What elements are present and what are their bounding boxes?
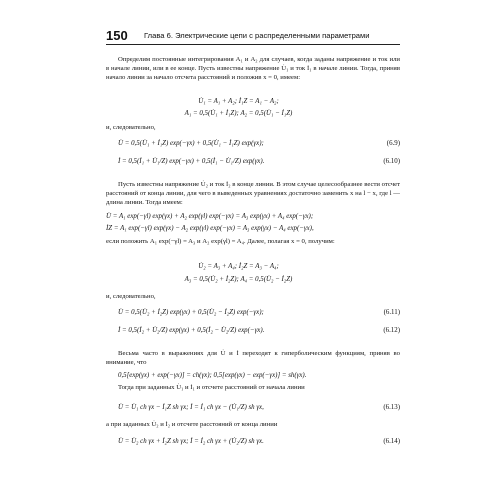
paragraph-8: а при заданных U̇₂ и İ₂ и отсчете расстояний от конца линии xyxy=(106,421,278,428)
paragraph-5: и, следовательно, xyxy=(106,293,156,300)
equation-number: (6.9) xyxy=(386,140,400,147)
paragraph-6: Весьма часто в выражениях для U̇ и İ переходят к гиперболическим функциям, приняв во внимание, что xyxy=(106,350,400,366)
equation-number: (6.14) xyxy=(383,438,400,445)
chapter-title: Глава 6. Электрические цепи с распределенными параметрами xyxy=(144,31,370,40)
equation-number: (6.10) xyxy=(383,158,400,165)
paragraph-1: Определим постоянные интегрирования A₁ и A₂ для случаев, когда заданы напряжение и ток или в начале линии, или в ее конце. Пусть известны напряжение U̇₁ и ток İ₁ в начале линии. Тогда, приняв начало линии за начало отсчета расстояний и положив x = 0, имеем: xyxy=(106,56,400,81)
book-page: 150 Глава 6. Электрические цепи с распределенными параметрами Определим постоянные интегрирования A₁ и A₂ для случаев, когда заданы напряжение и ток или в начале линии, или в ее конце. Пусть известны напряжение U̇₁ и ток İ₁ в начале линии. Тогда, приняв начало линии за начало отсчета расстояний и положив x = 0, имеем: U̇₁ = A₁ + A₂; İ₁Z = A₁ − A₂; A₁ = 0,5(U̇₁ + İ₁Z); A₂ = 0,5(U̇₁ − İ₁Z) и, следовательно, U̇ = 0,5(U̇₁ + İ₁Z) exp(−γx) + 0,5(U̇₁ − İ₁Z) exp(γx); (6.9) İ = 0,5(İ₁ + U̇₁/Z) exp(−γx) + 0,5(İ₁ − U̇₁/Z) exp(γx). (6.10) Пусть известны напряжение U̇₂ и ток İ₂ в конце линии. В этом случае целесообразнее вести отсчет расстояний от конца линии, для чего в выведенных уравнениях достаточно заменить x на l − x, где l — длина линии. Тогда имеем: U̇ = A₁ exp(−γl) exp(γx) + A₂ exp(γl) exp(−γx) = A₃ exp(γx) + A₄ exp(−γx); İZ = A₁ exp(−γl) exp(γx) − A₂ exp(γl) exp(−γx) = A₃ exp(γx) − A₄ exp(−γx), если положить A₁ exp(−γl) = A₃ и A₂ exp(γl) = A₄. Далее, полагая x = 0, получим: U̇₂ = A₃ + A₄; İ₂Z = A₃ − A₄; A₃ = 0,5(U̇₂ + İ₂Z); A₄ = 0,5(U̇₂ − İ₂Z) и, следовательно, U̇ = 0,5(U̇₂ + İ₂Z) exp(γx) + 0,5(U̇₂ − İ₂Z) exp(−γx); (6.11) İ = 0,5(İ₂ + U̇₂/Z) exp(γx) + 0,5(İ₂ − U̇₂/Z) exp(−γx). (6.12) Весьма часто в выражениях для U̇ и İ переходят к гиперболическим функциям, приняв во внимание, что 0,5[exp(γx) + exp(−γx)] = ch(γx); 0,5[exp(γx) − exp(−γx)] = sh(γx). Тогда при заданных U̇₁ и İ₁ и отсчете расстояний от начала линии U̇ = U̇₁ ch γx − İ₁Z sh γx; İ = İ₁ ch γx − (U̇₁/Z) sh γx, (6.13) а при заданных U̇₂ и İ₂ и отсчете расстояний от конца линии U̇ = U̇₂ ch γx + İ₂Z sh γx; İ = İ₂ ch γx + (U̇₂/Z) sh γx. (6.14) xyxy=(106,28,400,445)
paragraph-3: Пусть известны напряжение U̇₂ и ток İ₂ в конце линии. В этом случае целесообразнее вести отсчет расстояний от конца линии, для чего в выведенных уравнениях достаточно заменить x на l − x, где l — длина линии. Тогда имеем: xyxy=(106,181,400,206)
equation-number: (6.11) xyxy=(383,309,400,316)
paragraph-4: если положить A₁ exp(−γl) = A₃ и A₂ exp(γl) = A₄. Далее, полагая x = 0, получим: xyxy=(106,238,335,245)
page-number: 150 xyxy=(106,28,128,43)
equation-number: (6.12) xyxy=(383,327,400,334)
paragraph-7: Тогда при заданных U̇₁ и İ₁ и отсчете расстояний от начала линии xyxy=(118,384,305,391)
page-header xyxy=(106,30,400,45)
paragraph-2: и, следовательно, xyxy=(106,124,156,131)
equation-number: (6.13) xyxy=(383,404,400,411)
